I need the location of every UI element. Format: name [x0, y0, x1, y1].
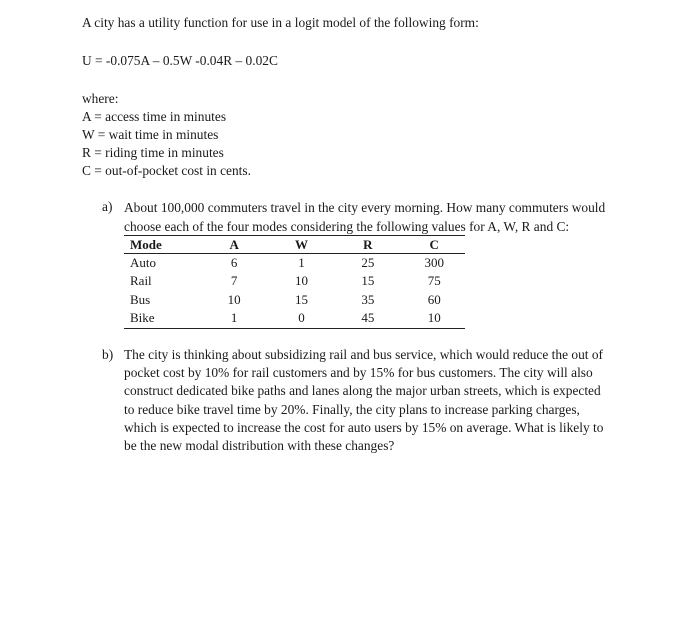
definition-wait-time: W = wait time in minutes [82, 127, 219, 142]
table-header-row [124, 236, 465, 254]
cell-w: 1 [298, 255, 305, 270]
cell-r: 45 [332, 309, 403, 328]
where-label: where: [82, 91, 119, 106]
cell-c: 75 [427, 273, 441, 289]
question-a-line: About 100,000 commuters travel in the city every morning. How many commuters would [124, 200, 606, 215]
header-mode: Mode [124, 236, 198, 254]
cell-w: 10 [295, 273, 308, 289]
question-b-text [124, 346, 603, 455]
cell-a: 1 [198, 309, 271, 328]
header-r: R [332, 236, 403, 254]
table-row [124, 291, 465, 309]
question-b-line: The city is thinking about subsidizing rail and bus service, which would reduce the out of [124, 347, 603, 362]
cell-w: 15 [295, 291, 308, 307]
header-a: A [198, 236, 271, 254]
cell-c: 300 [424, 255, 444, 270]
table-row [124, 309, 465, 328]
definition-access-time: A = access time in minutes [82, 109, 227, 124]
question-a-text [124, 198, 605, 236]
definition-cost: C = out-of-pocket cost in cents. [82, 163, 251, 178]
table-row [124, 254, 465, 273]
cell-mode: Bus [130, 291, 151, 307]
cell-c: 10 [403, 309, 465, 328]
question-a-marker: a) [102, 199, 113, 214]
cell-mode: Rail [130, 273, 152, 289]
question-b-line: construct dedicated bike paths and lanes along the major urban streets, which is expected [124, 383, 601, 399]
cell-r: 15 [361, 273, 375, 289]
header-w: W [271, 236, 332, 254]
cell-r: 25 [361, 255, 375, 270]
question-b-line: pocket cost by 10% for rail customers and by 15% for bus customers. The city will also [124, 365, 593, 381]
question-b-line: which is expected to increase the cost for auto users by 15% on average. What is likely to [124, 419, 604, 435]
variable-definitions [82, 108, 251, 180]
question-a-line: choose each of the four modes considering the following values for A, W, R and C: [124, 219, 570, 234]
utility-formula: U = -0.075A – 0.5W -0.04R – 0.02C [82, 53, 278, 68]
cell-mode: Bike [124, 309, 198, 328]
question-b-marker: b) [102, 347, 114, 362]
cell-a: 7 [230, 273, 238, 289]
table-row [124, 272, 465, 290]
cell-c: 60 [427, 291, 441, 307]
mode-attributes-table [124, 235, 465, 329]
cell-w: 0 [271, 309, 332, 328]
definition-riding-time: R = riding time in minutes [82, 145, 224, 160]
cell-a: 6 [230, 255, 238, 270]
question-b-line: to reduce bike travel time by 20%. Finally, the city plans to increase parking charges, [124, 401, 580, 417]
header-c: C [403, 236, 465, 254]
cell-r: 35 [361, 291, 375, 307]
cell-a: 10 [227, 291, 241, 307]
question-b-line: be the new modal distribution with these changes? [124, 437, 395, 453]
intro-text: A city has a utility function for use in a logit model of the following form: [82, 15, 479, 30]
cell-mode: Auto [130, 255, 156, 270]
